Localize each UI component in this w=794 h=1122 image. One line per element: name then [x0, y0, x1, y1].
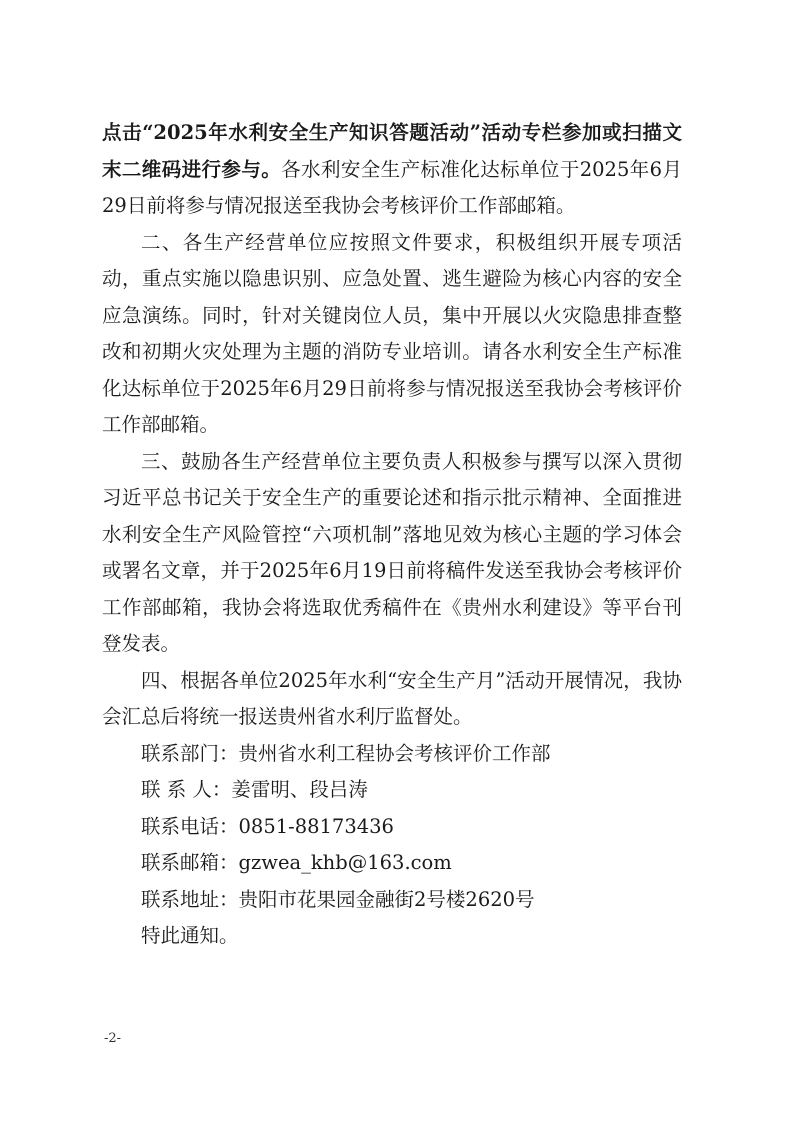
paragraph-2: 二、各生产经营单位应按照文件要求，积极组织开展专项活动，重点实施以隐患识别、应急处置、逃生避险为核心内容的安全应急演练。同时，针对关键岗位人员，集中开展以火灾隐患排查整改和初期火灾处理为主题的消防专业培训。请各水利安全生产标准化达标单位于2025年6月29日前将参与情况报送至我协会考核评价工作部邮箱。 [102, 230, 682, 436]
contact-phone: 联系电话：0851-88173436 [141, 814, 394, 838]
closing-text: 特此通知。 [141, 924, 239, 947]
paragraph-3: 三、鼓励各生产经营单位主要负责人积极参与撰写以深入贯彻习近平总书记关于安全生产的重要论述和指示批示精神、全面推进水利安全生产风险管控“六项机制”落地见效为核心主题的学习体会或署名文章，并于2025年6月19日前将稿件发送至我协会考核评价工作部邮箱，我协会将选取优秀稿件在《贵州水利建设》等平台刊登发表。 [102, 449, 682, 655]
opening-paragraph [102, 115, 682, 225]
paragraph-4: 四、根据各单位2025年水利“安全生产月”活动开展情况，我协会汇总后将统一报送贵州省水利厅监督处。 [102, 668, 682, 728]
contact-person: 联 系 人：姜雷明、段吕涛 [141, 778, 368, 801]
opening-bold-text: 点击“2025年水利安全生产知识答题活动”活动专栏参加或扫描文末二维码进行参与。 [102, 121, 682, 181]
contact-email: 联系邮箱：gzwea_khb@163.com [141, 851, 452, 874]
contact-department: 联系部门：贵州省水利工程协会考核评价工作部 [141, 741, 551, 765]
contact-block [102, 736, 682, 919]
document-body [102, 115, 682, 955]
contact-address: 联系地址：贵阳市花果园金融街2号楼2620号 [141, 887, 535, 911]
page-number: -2- [104, 1031, 122, 1046]
opening-regular-text: 各水利安全生产标准化达标单位于2025年6月29日前将参与情况报送至我协会考核评价工作部邮箱。 [102, 157, 682, 217]
